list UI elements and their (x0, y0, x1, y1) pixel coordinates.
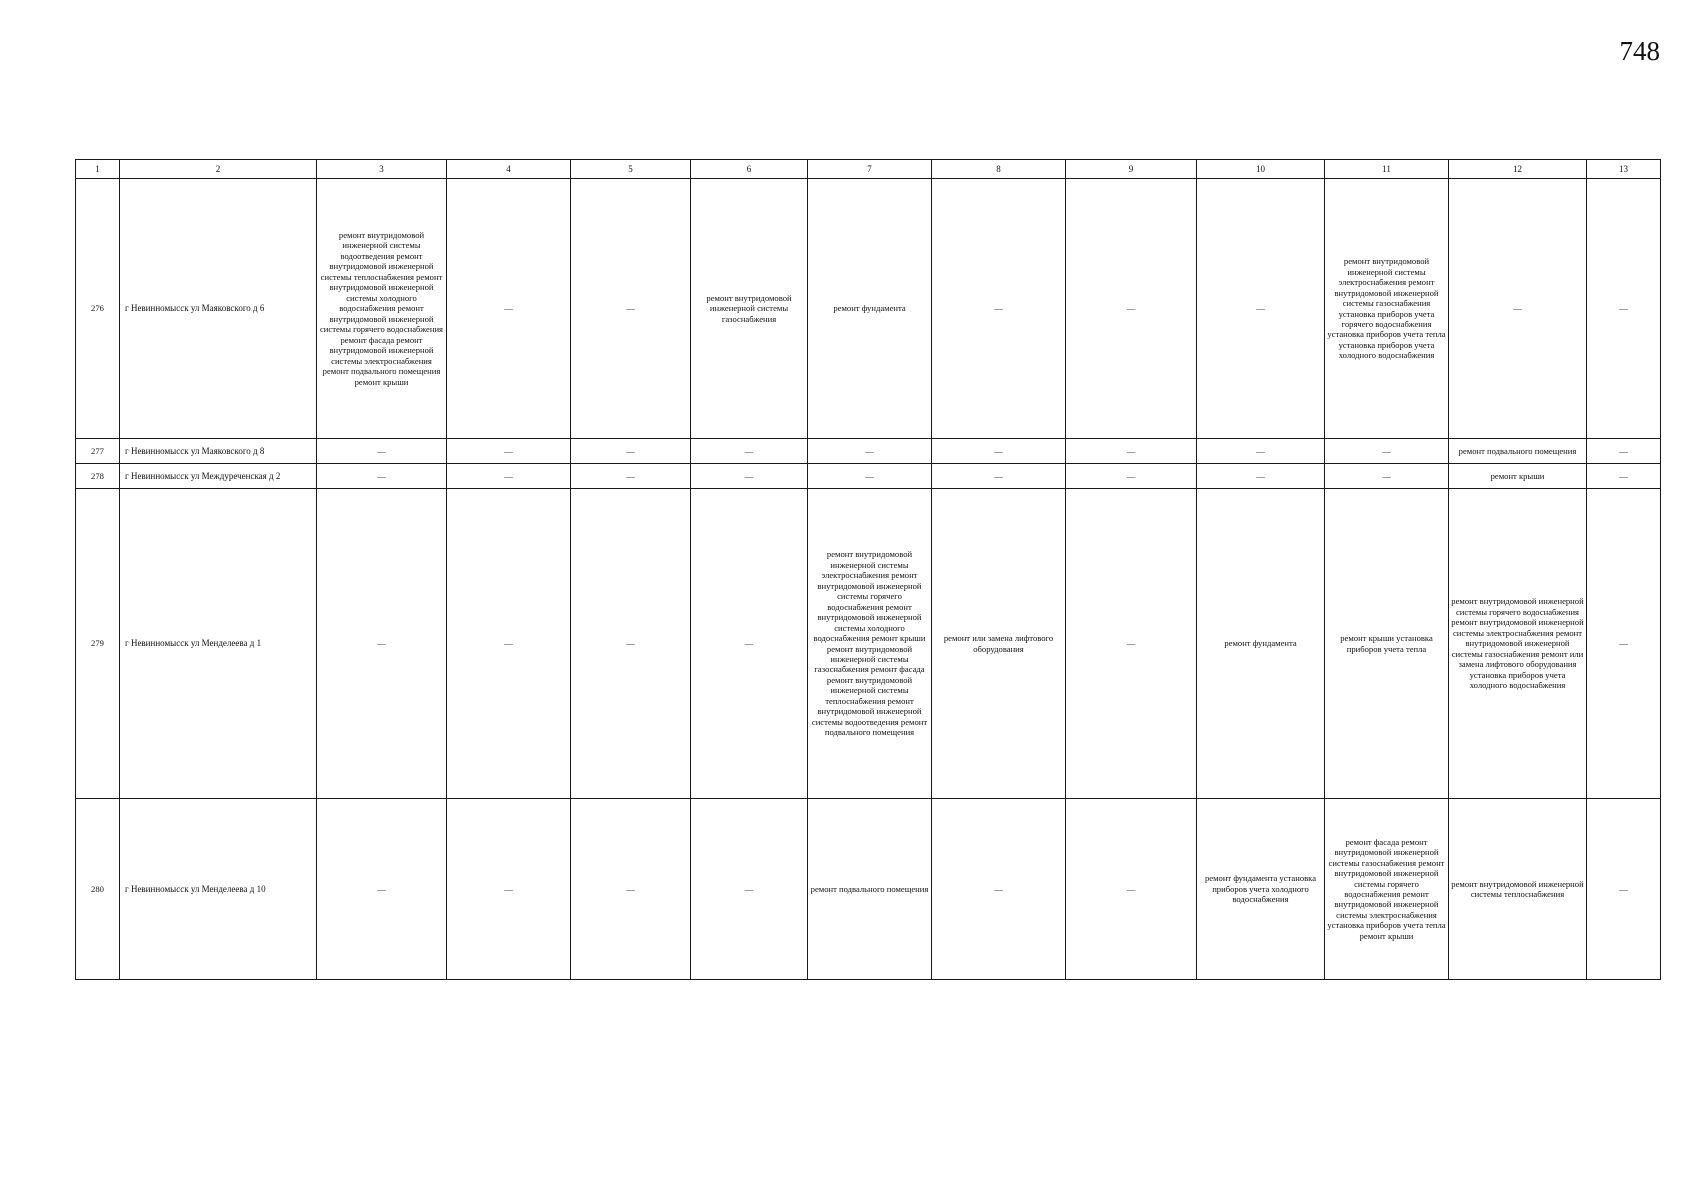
repair-register-table (75, 159, 1661, 980)
column-header: 4 (447, 160, 571, 179)
cell: — (317, 464, 447, 489)
cell: ремонт фасада ремонт внутридомовой инженерной системы газоснабжения ремонт внутридомовой инженерной системы горячего водоснабжения ремонт внутридомовой инженерной системы электроснабжения установка приборов учета тепла ремонт крыши (1325, 799, 1449, 980)
column-header: 10 (1197, 160, 1325, 179)
cell: — (1066, 179, 1197, 439)
address-cell: г Невинномысск ул Междуреченская д 2 (120, 464, 317, 489)
cell: — (317, 799, 447, 980)
cell: — (1587, 489, 1661, 799)
cell: ремонт фундамента (808, 179, 932, 439)
cell: — (1197, 179, 1325, 439)
cell: — (447, 439, 571, 464)
table-row (76, 799, 1661, 980)
table-row (76, 464, 1661, 489)
cell: — (808, 464, 932, 489)
cell: ремонт внутридомовой инженерной системы водоотведения ремонт внутридомовой инженерной системы теплоснабжения ремонт внутридомовой инженерной системы холодного водоснабжения ремонт внутридомовой инженерной системы горячего водоснабжения ремонт фасада ремонт внутридомовой инженерной системы электроснабжения ремонт подвального помещения ремонт крыши (317, 179, 447, 439)
cell: — (691, 489, 808, 799)
cell: — (447, 464, 571, 489)
cell: ремонт внутридомовой инженерной системы теплоснабжения (1449, 799, 1587, 980)
cell: ремонт подвального помещения (808, 799, 932, 980)
cell: — (932, 179, 1066, 439)
column-number-row (76, 160, 1661, 179)
cell: — (1066, 489, 1197, 799)
column-header: 12 (1449, 160, 1587, 179)
cell: — (1325, 439, 1449, 464)
table-row (76, 489, 1661, 799)
address-cell: г Невинномысск ул Менделеева д 1 (120, 489, 317, 799)
cell: — (1066, 439, 1197, 464)
column-header: 7 (808, 160, 932, 179)
cell: — (571, 489, 691, 799)
cell: — (571, 179, 691, 439)
cell: ремонт внутридомовой инженерной системы электроснабжения ремонт внутридомовой инженерной системы горячего водоснабжения ремонт внутридомовой инженерной системы холодного водоснабжения ремонт крыши ремонт внутридомовой инженерной системы газоснабжения ремонт фасада ремонт внутридомовой инженерной системы теплоснабжения ремонт внутридомовой инженерной системы водоотведения ремонт подвального помещения (808, 489, 932, 799)
row-number: 279 (76, 489, 120, 799)
column-header: 11 (1325, 160, 1449, 179)
cell: ремонт внутридомовой инженерной системы электроснабжения ремонт внутридомовой инженерной системы газоснабжения установка приборов учета горячего водоснабжения установка приборов учета тепла установка приборов учета холодного водоснабжения (1325, 179, 1449, 439)
cell: — (691, 799, 808, 980)
cell: ремонт фундамента (1197, 489, 1325, 799)
column-header: 8 (932, 160, 1066, 179)
column-header: 13 (1587, 160, 1661, 179)
cell: — (447, 179, 571, 439)
cell: — (317, 489, 447, 799)
cell: — (447, 799, 571, 980)
cell: — (317, 439, 447, 464)
cell: — (932, 439, 1066, 464)
row-number: 280 (76, 799, 120, 980)
cell: — (1587, 179, 1661, 439)
cell: ремонт внутридомовой инженерной системы горячего водоснабжения ремонт внутридомовой инженерной системы электроснабжения ремонт внутридомовой инженерной системы газоснабжения ремонт или замена лифтового оборудования установка приборов учета холодного водоснабжения (1449, 489, 1587, 799)
row-number: 278 (76, 464, 120, 489)
page-number: 748 (1619, 36, 1660, 66)
cell: — (571, 464, 691, 489)
cell: — (932, 799, 1066, 980)
column-header: 6 (691, 160, 808, 179)
cell: — (1325, 464, 1449, 489)
address-cell: г Невинномысск ул Менделеева д 10 (120, 799, 317, 980)
cell: — (691, 439, 808, 464)
cell: — (571, 439, 691, 464)
cell: — (1066, 464, 1197, 489)
cell: — (1066, 799, 1197, 980)
cell: — (932, 464, 1066, 489)
cell: ремонт подвального помещения (1449, 439, 1587, 464)
cell: — (1449, 179, 1587, 439)
column-header: 3 (317, 160, 447, 179)
cell: — (691, 464, 808, 489)
cell: — (1587, 464, 1661, 489)
cell: — (447, 489, 571, 799)
column-header: 1 (76, 160, 120, 179)
table-row (76, 179, 1661, 439)
column-header: 5 (571, 160, 691, 179)
address-cell: г Невинномысск ул Маяковского д 8 (120, 439, 317, 464)
cell: — (1587, 799, 1661, 980)
column-header: 9 (1066, 160, 1197, 179)
cell: ремонт или замена лифтового оборудования (932, 489, 1066, 799)
cell: ремонт фундамента установка приборов учета холодного водоснабжения (1197, 799, 1325, 980)
cell: — (571, 799, 691, 980)
cell: — (1197, 439, 1325, 464)
cell: — (1587, 439, 1661, 464)
cell: ремонт внутридомовой инженерной системы газоснабжения (691, 179, 808, 439)
table-row (76, 439, 1661, 464)
cell: ремонт крыши (1449, 464, 1587, 489)
row-number: 276 (76, 179, 120, 439)
cell: — (808, 439, 932, 464)
cell: — (1197, 464, 1325, 489)
address-cell: г Невинномысск ул Маяковского д 6 (120, 179, 317, 439)
row-number: 277 (76, 439, 120, 464)
column-header: 2 (120, 160, 317, 179)
cell: ремонт крыши установка приборов учета тепла (1325, 489, 1449, 799)
